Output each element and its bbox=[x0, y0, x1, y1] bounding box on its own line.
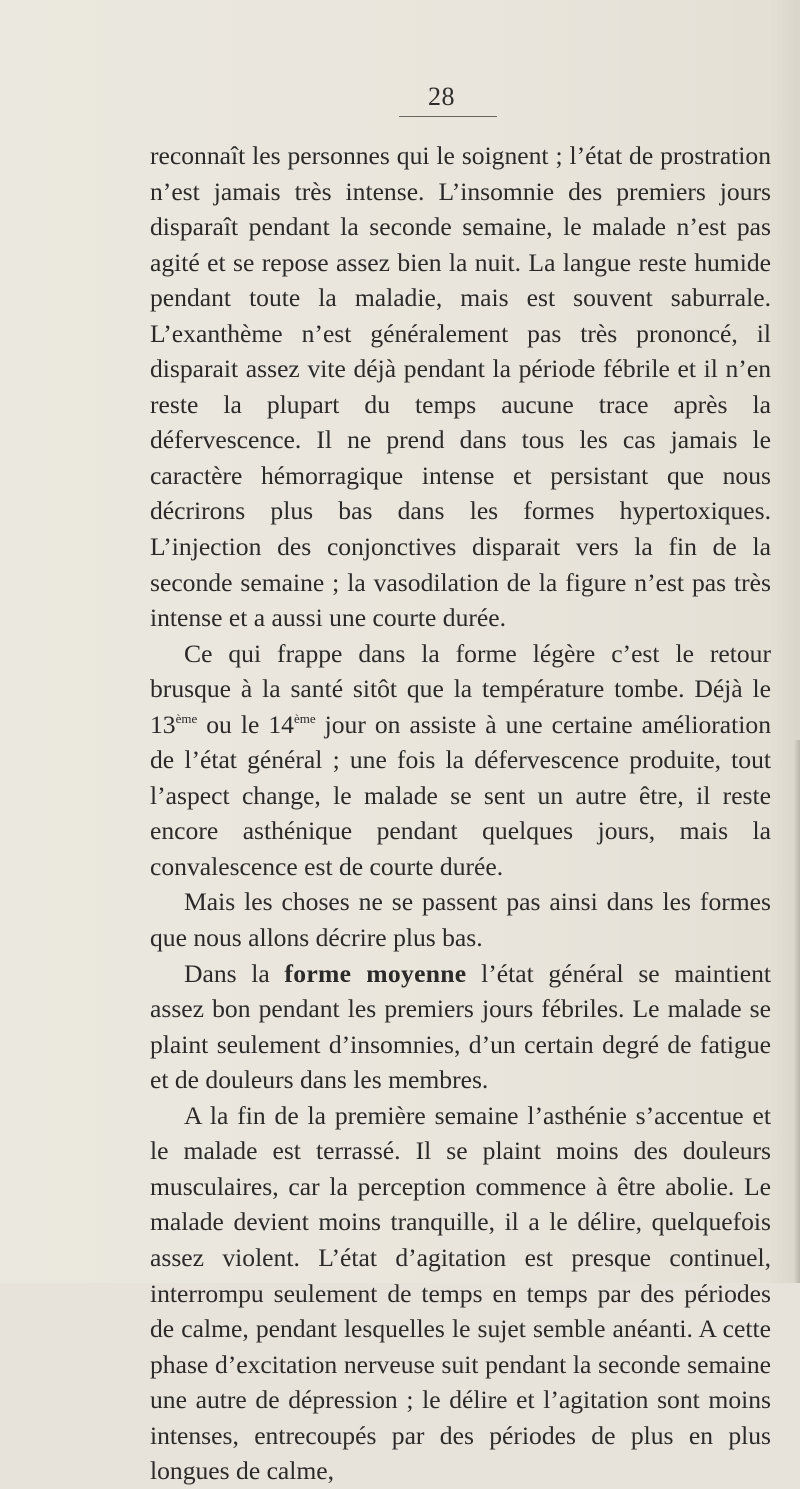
page-number-rule bbox=[399, 116, 497, 117]
page-edge-shadow bbox=[794, 740, 800, 1283]
paragraph-2-part-1: Ce qui frappe dans la forme légère c’est le retour brusque à la santé sitôt que la température tombe. Déjà le 13 bbox=[150, 638, 771, 739]
paragraph-5: A la fin de la première semaine l’asthénie s’accentue et le malade est terrassé. Il se plaint moins des douleurs musculaires, car la perception commence à être abolie. Le malade devient moins tranquille, il a le délire, quelquefois assez violent. L’état d’agitation est presque continuel, interrompu seulement de temps en temps par des périodes de calme, pendant lesquelles le sujet semble anéanti. A cette phase d’excitation nerveuse suit pendant la seconde semaine une autre de dépression ; le délire et l’agitation sont moins intenses, entrecoupés par des périodes de plus en plus longues de calme, bbox=[150, 1100, 771, 1486]
ordinal-suffix: ème bbox=[293, 710, 316, 726]
paragraph-4-part-2: l’état général se maintient assez bon pendant les premiers jours fébriles. Le malade se plaint seulement d’insomnies, d’un certain degré de fatigue et de douleurs dans les membres. bbox=[150, 958, 771, 1095]
body-text bbox=[150, 138, 771, 1489]
emphasis-forme-moyenne: forme moyenne bbox=[284, 958, 467, 988]
paragraph-2 bbox=[150, 636, 771, 885]
paragraph-3: Mais les choses ne se passent pas ainsi dans les formes que nous allons décrire plus bas. bbox=[150, 887, 771, 953]
ordinal-suffix: ème bbox=[175, 710, 198, 726]
paragraph-4 bbox=[150, 956, 771, 1098]
paragraph-4-part-1: Dans la bbox=[184, 958, 285, 988]
paragraph-2-part-3: jour on assiste à une certaine amélioration de l’état général ; une fois la défervescence produite, tout l’aspect change, le malade se sent un autre être, il reste encore asthénique pendant quelques jours, mais la convalescence est de courte durée. bbox=[150, 709, 771, 881]
paragraph-2-part-2: ou le 14 bbox=[197, 709, 294, 739]
paragraph-1: reconnaît les personnes qui le soignent ; l’état de prostration n’est jamais très intense. L’insomnie des premiers jours disparaît pendant la seconde semaine, le malade n’est pas agité et se repose assez bien la nuit. La langue reste humide pendant toute la maladie, mais est souvent saburrale. L’exanthème n’est généralement pas très prononcé, il disparait assez vite déjà pendant la période fébrile et il n’en reste la plupart du temps aucune trace après la défervescence. Il ne prend dans tous les cas jamais le caractère hémorragique intense et persistant que nous décrirons plus bas dans les formes hypertoxiques. L’injection des conjonctives disparait vers la fin de la seconde semaine ; la vasodilation de la figure n’est pas très intense et a aussi une courte durée. bbox=[150, 141, 771, 633]
page-number: 28 bbox=[428, 82, 455, 111]
